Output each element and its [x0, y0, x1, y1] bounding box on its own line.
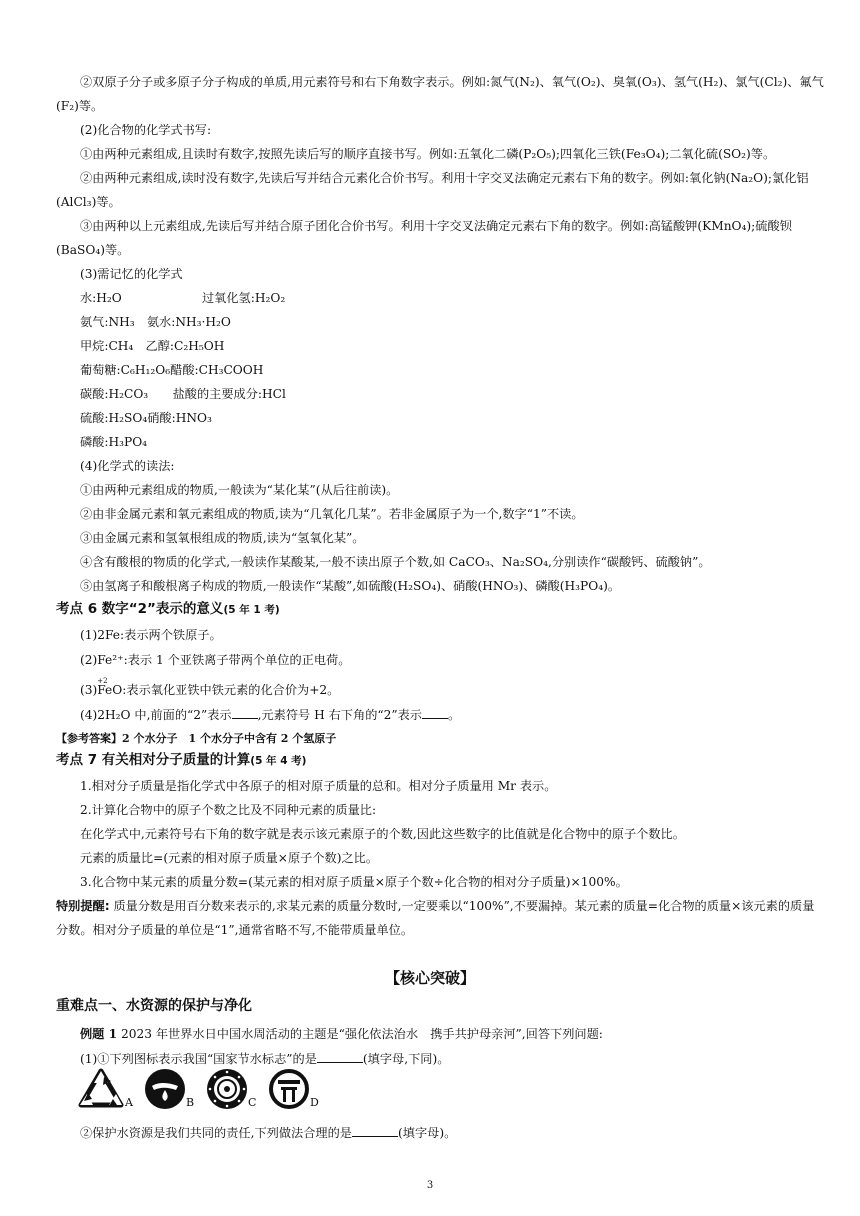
- section-heading-core: 重难点一、水资源的保护与净化: [56, 998, 252, 1014]
- para-line: ①由两种元素组成的物质,一般读为“某化某”(从后往前读)。: [80, 483, 399, 497]
- para-line: ③由金属元素和氢氧根组成的物质,读为“氢氧化某”。: [80, 531, 365, 545]
- option-d[interactable]: [268, 1068, 319, 1114]
- kp7-line: 在化学式中,元素符号右下角的数字就是表示该元素原子的个数,因此这些数字的比值就是化合物中的原子个数比。: [80, 827, 685, 841]
- section-heading-kp7: 考点 7 有关相对分子质量的计算(5 年 4 考): [56, 752, 307, 768]
- formula-line: 硫酸:H₂SO₄硝酸:HNO₃: [80, 411, 212, 425]
- option-label: B: [186, 1096, 195, 1109]
- kp6-line: (3) +2 FeO:表示氧化亚铁中铁元素的化合价为+2。: [80, 677, 340, 697]
- kp6-line: (1)2Fe:表示两个铁原子。: [80, 628, 222, 642]
- para-line: ②由非金属元素和氧元素组成的物质,读为“几氧化几某”。若非金属原子为一个,数字“1”不读。: [80, 507, 584, 521]
- recycle-icon: [78, 1068, 124, 1108]
- option-b[interactable]: [144, 1068, 195, 1114]
- no-water-waste-icon: [268, 1068, 310, 1110]
- example-label: 例题 1: [80, 1027, 118, 1041]
- formula-line: 葡萄糖:C₆H₁₂O₆醋酸:CH₃COOH: [80, 363, 264, 377]
- kp7-line: 3.化合物中某元素的质量分数=(某元素的相对原子质量×原子个数÷化合物的相对分子质量)×100%。: [80, 875, 628, 889]
- option-label: D: [310, 1096, 319, 1109]
- para-line: (2)化合物的化学式书写:: [80, 123, 212, 137]
- special-tip-cont: 分数。相对分子质量的单位是“1”,通常省略不写,不能带质量单位。: [56, 923, 414, 937]
- core-breakthrough-title: 【核心突破】: [384, 969, 475, 987]
- tip-label: 特别提醒:: [56, 899, 110, 913]
- para-line: ②由两种元素组成,读时没有数字,先读后写并结合元素化合价书写。利用十字交叉法确定元素右下角的数字。例如:氧化钠(Na₂O);氯化铝: [80, 171, 809, 185]
- para-line: (AlCl₃)等。: [56, 195, 121, 209]
- para-line: ①由两种元素组成,且读时有数字,按照先读后写的顺序直接书写。例如:五氧化二磷(P₂O₅);四氧化三铁(Fe₃O₄);二氧化硫(SO₂)等。: [80, 147, 776, 161]
- kp7-line: 2.计算化合物中的原子个数之比及不同种元素的质量比:: [80, 803, 377, 817]
- para-line: ②双原子分子或多原子分子构成的单质,用元素符号和右下角数字表示。例如:氮气(N₂)、氧气(O₂)、臭氧(O₃)、氢气(H₂)、氯气(Cl₂)、氟气: [80, 75, 824, 89]
- option-c[interactable]: [206, 1068, 257, 1114]
- answer-blank[interactable]: [422, 706, 448, 719]
- example-intro: 例题 1 2023 年世界水日中国水周活动的主题是“强化依法治水 携手共护母亲河”,回答下列问题:: [80, 1027, 603, 1041]
- question-1: (1)①下列图标表示我国“国家节水标志”的是 (填字母,下同)。: [80, 1052, 450, 1066]
- page-number: 3: [426, 1180, 434, 1191]
- formula-line: 磷酸:H₃PO₄: [80, 435, 148, 449]
- water-drop-hand-icon: [144, 1068, 186, 1110]
- kp6-question: (4)2H₂O 中,前面的“2”表示 ,元素符号 H 右下角的“2”表示 。: [80, 708, 461, 722]
- para-line: (3)需记忆的化学式: [80, 267, 183, 281]
- kp7-line: 元素的质量比=(元素的相对原子质量×原子个数)之比。: [80, 851, 379, 865]
- special-tip: 特别提醒: 质量分数是用百分数来表示的,求某元素的质量分数时,一定要乘以“100%”,不要漏掉。某元素的质量=化合物的质量×该元素的质量: [56, 899, 815, 913]
- option-a[interactable]: [78, 1068, 133, 1112]
- kp7-line: 1.相对分子质量是指化学式中各原子的相对原子质量的总和。相对分子质量用 Mr 表示。: [80, 779, 557, 793]
- answer-blank[interactable]: [352, 1124, 398, 1137]
- para-line: ④含有酸根的物质的化学式,一般读作某酸某,一般不读出原子个数,如 CaCO₃、Na₂SO₄,分别读作“碳酸钙、硫酸钠”。: [80, 555, 711, 569]
- para-line: ⑤由氢离子和酸根离子构成的物质,一般读作“某酸”,如硫酸(H₂SO₄)、硝酸(HNO₃)、磷酸(H₃PO₄)。: [80, 579, 621, 593]
- valence-fe: +2 Fe: [97, 677, 113, 697]
- formula-line: [80, 290, 804, 306]
- para-line: (4)化学式的读法:: [80, 459, 175, 473]
- para-line: (BaSO₄)等。: [56, 243, 130, 257]
- option-label: C: [248, 1096, 257, 1109]
- para-line: ③由两种以上元素组成,先读后写并结合原子团化合价书写。利用十字交叉法确定元素右下角的数字。例如:高锰酸钾(KMnO₄);硫酸钡: [80, 219, 792, 233]
- seal-emblem-icon: [206, 1068, 248, 1110]
- section-heading-kp6: 考点 6 数字“2”表示的意义(5 年 1 考): [56, 601, 280, 617]
- formula-line: 甲烷:CH₄ 乙醇:C₂H₅OH: [80, 339, 225, 353]
- formula-line: 碳酸:H₂CO₃ 盐酸的主要成分:HCl: [80, 387, 286, 401]
- formula-water: 水:H₂O: [80, 291, 122, 305]
- answer-blank[interactable]: [232, 706, 258, 719]
- formula-line: 氨气:NH₃ 氨水:NH₃·H₂O: [80, 315, 231, 329]
- formula-hydrogen-peroxide: 过氧化氢:H₂O₂: [202, 291, 286, 305]
- kp6-line: (2)Fe²⁺:表示 1 个亚铁离子带两个单位的正电荷。: [80, 653, 351, 667]
- question-2: ②保护水资源是我们共同的责任,下列做法合理的是 (填字母)。: [80, 1126, 457, 1140]
- para-line: (F₂)等。: [56, 99, 104, 113]
- answer-blank[interactable]: [317, 1050, 363, 1063]
- option-label: A: [125, 1096, 133, 1109]
- reference-answer: 【参考答案】2 个水分子 1 个水分子中含有 2 个氢原子: [56, 732, 337, 745]
